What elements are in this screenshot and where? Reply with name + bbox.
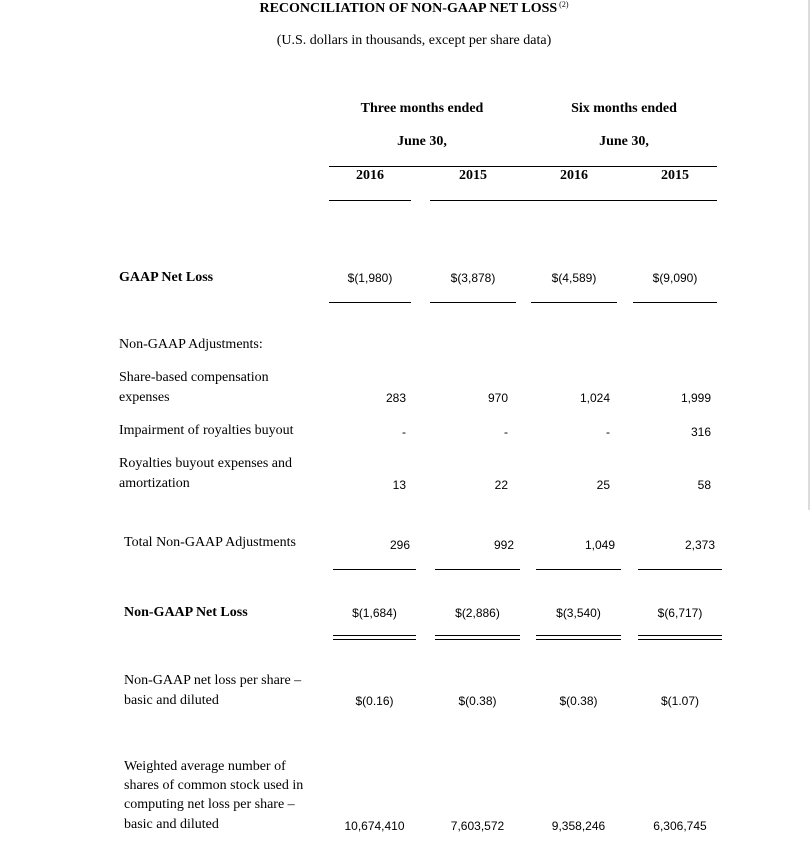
row-label-weighted-1: Weighted average number of	[124, 759, 286, 774]
total-adjustments-value-3: 1,049	[584, 538, 615, 552]
row-label-share-based-2: expenses	[119, 390, 170, 405]
row-label-weighted-4: basic and diluted	[124, 817, 219, 832]
row-label-gaap-net-loss: GAAP Net Loss	[119, 270, 214, 285]
gaap-rule-3	[531, 302, 617, 303]
year-col-3: 2016	[560, 168, 588, 183]
net-double-rule-3b	[536, 639, 621, 640]
period-three-months-date: June 30,	[397, 134, 447, 149]
non-gaap-net-loss-value-1: $(1,684)	[352, 606, 397, 620]
row-label-total-adjustments: Total Non-GAAP Adjustments	[124, 535, 296, 550]
non-gaap-net-loss-value-3: $(3,540)	[556, 606, 601, 620]
net-double-rule-3a	[536, 635, 621, 636]
total-adjustments-value-4: 2,373	[684, 538, 715, 552]
year-col-1: 2016	[356, 168, 384, 183]
royalties-value-2: 22	[494, 478, 508, 492]
row-label-weighted-2: shares of common stock used in	[124, 778, 304, 793]
total-rule-2	[435, 569, 520, 570]
share-based-value-3: 1,024	[579, 391, 610, 405]
header-rule	[329, 166, 717, 167]
period-three-months-label: Three months ended	[360, 101, 484, 116]
net-double-rule-1a	[333, 635, 416, 636]
row-label-share-based-1: Share-based compensation	[119, 370, 269, 385]
gaap-net-loss-value-1: $(1,980)	[347, 271, 393, 285]
non-gaap-net-loss-value-2: $(2,886)	[455, 606, 500, 620]
report-title	[0, 0, 810, 17]
impairment-value-2: -	[504, 425, 508, 439]
gaap-net-loss-value-4: $(9,090)	[652, 271, 698, 285]
net-double-rule-2a	[435, 635, 520, 636]
gaap-net-loss-value-2: $(3,878)	[450, 271, 496, 285]
net-double-rule-2b	[435, 639, 520, 640]
weighted-shares-value-4: 6,306,745	[653, 819, 707, 833]
row-label-royalties-2: amortization	[119, 476, 190, 491]
year-rule-1	[329, 200, 411, 201]
year-col-4: 2015	[661, 168, 689, 183]
total-adjustments-value-1: 296	[389, 538, 410, 552]
net-double-rule-4b	[638, 639, 722, 640]
period-six-months-label: Six months ended	[571, 101, 677, 116]
royalties-value-3: 25	[596, 478, 610, 492]
per-share-value-2: $(0.38)	[458, 694, 497, 708]
year-col-2: 2015	[459, 168, 487, 183]
gaap-net-loss-value-3: $(4,589)	[551, 271, 597, 285]
total-rule-1	[333, 569, 416, 570]
period-six-months-date: June 30,	[599, 134, 649, 149]
row-label-royalties-1: Royalties buyout expenses and	[119, 456, 293, 471]
weighted-shares-value-2: 7,603,572	[450, 819, 505, 833]
weighted-shares-value-1: 10,674,410	[344, 819, 405, 833]
per-share-value-4: $(1.07)	[660, 694, 700, 708]
row-label-weighted-3: computing net loss per share –	[124, 797, 295, 812]
impairment-value-1: -	[402, 425, 406, 439]
row-label-per-share-2: basic and diluted	[124, 693, 219, 708]
net-double-rule-1b	[333, 639, 416, 640]
total-rule-4	[638, 569, 722, 570]
gaap-rule-1	[329, 302, 411, 303]
report-title-text: RECONCILIATION OF NON-GAAP NET LOSS	[259, 1, 558, 16]
non-gaap-net-loss-value-4: $(6,717)	[657, 606, 703, 620]
royalties-value-4: 58	[697, 478, 711, 492]
year-rule-2	[430, 200, 717, 201]
total-rule-3	[536, 569, 621, 570]
share-based-value-1: 283	[385, 391, 406, 405]
impairment-value-3: -	[606, 425, 610, 439]
impairment-value-4: 316	[690, 425, 711, 439]
per-share-value-3: $(0.38)	[559, 694, 598, 708]
royalties-value-1: 13	[392, 478, 406, 492]
row-label-non-gaap-net-loss: Non-GAAP Net Loss	[124, 605, 248, 620]
gaap-rule-2	[430, 302, 516, 303]
row-label-per-share-1: Non-GAAP net loss per share –	[124, 673, 302, 688]
net-double-rule-4a	[638, 635, 722, 636]
report-subtitle: (U.S. dollars in thousands, except per share data)	[276, 33, 552, 48]
weighted-shares-value-3: 9,358,246	[551, 819, 606, 833]
adjustments-heading: Non-GAAP Adjustments:	[119, 337, 263, 352]
share-based-value-4: 1,999	[680, 391, 711, 405]
row-label-impairment: Impairment of royalties buyout	[119, 423, 294, 438]
total-adjustments-value-2: 992	[493, 538, 514, 552]
per-share-value-1: $(0.16)	[355, 694, 394, 708]
title-footnote-marker: (2)	[559, 0, 569, 9]
share-based-value-2: 970	[487, 391, 508, 405]
gaap-rule-4	[633, 302, 717, 303]
